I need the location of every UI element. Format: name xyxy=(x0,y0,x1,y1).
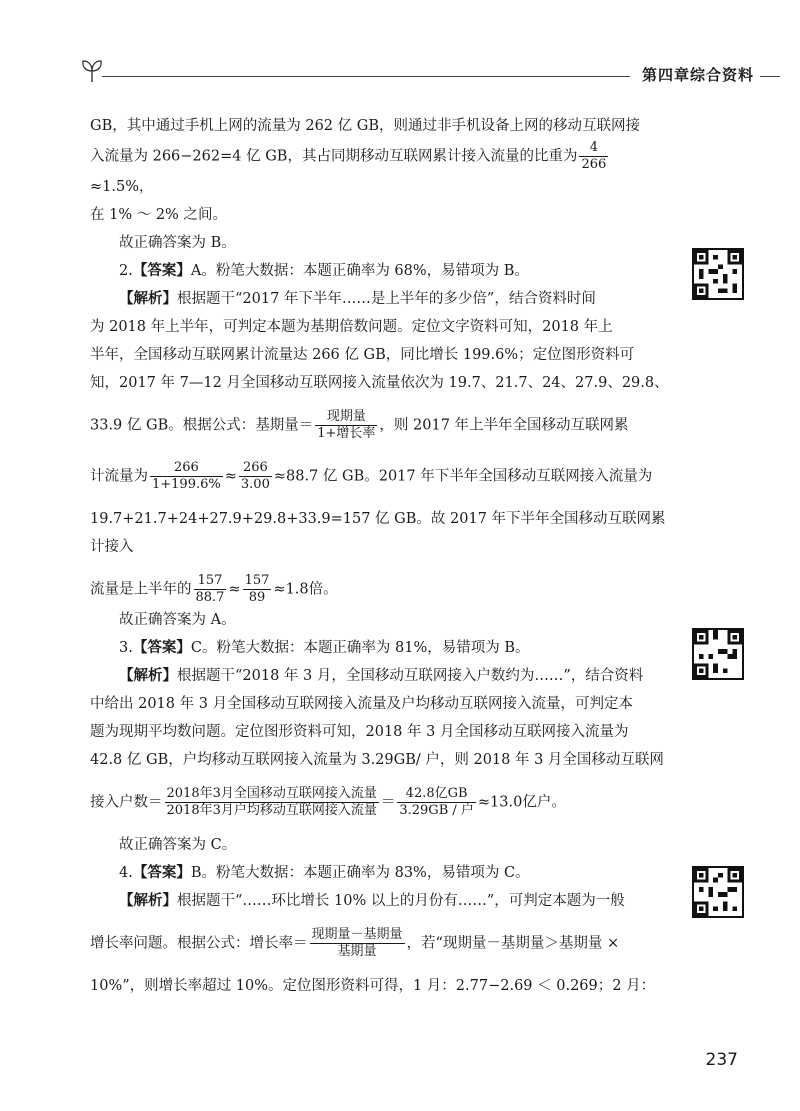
text-line: 计流量为 $\frac{266}{1+199.6\%}$ ≈ $\frac{266}{3.00}$ ≈88.7 亿 GB。2017 年下半年全国移动互联网接入流量为 xyxy=(90,460,653,492)
text-line: 流量是上半年的 $\frac{157}{88.7}$ ≈ $\frac{157}{89}$ ≈1.8倍。 xyxy=(90,573,338,605)
qr-code-icon[interactable] xyxy=(692,248,744,300)
fraction: $\frac{4}{266}$ xyxy=(581,140,607,172)
text-line: 33.9 亿 GB。根据公式：基期量＝ $\frac{\text{现期量}}{\text{1+增长率}}$ ，则 2017 年上半年全国移动互联网累 xyxy=(90,409,629,441)
text-line: 半年，全国移动互联网累计流量达 266 亿 GB，同比增长 199.6%；定位图形资料可 xyxy=(90,347,635,363)
answer-line: 故正确答案为 C。 xyxy=(119,837,237,853)
header-rule xyxy=(102,76,630,77)
section-title: 综合资料 xyxy=(689,66,754,84)
header-rule-tail xyxy=(760,76,780,77)
page-header xyxy=(80,58,780,88)
fraction: $\frac{\text{42.8亿GB}}{\text{3.29GB / 户}}$ xyxy=(399,786,474,818)
text-line: 【解析】根据题干“2018 年 3 月，全国移动互联网接入户数约为……”，结合资料 xyxy=(119,667,644,684)
page-body xyxy=(90,112,670,1000)
text-line: GB，其中通过手机上网的流量为 262 亿 GB，则通过非手机设备上网的移动互联网接 xyxy=(90,118,640,134)
chapter-title: 第四章 xyxy=(641,66,690,84)
fraction: $\frac{157}{88.7}$ xyxy=(195,573,225,605)
fraction: $\frac{266}{3.00}$ xyxy=(240,460,270,492)
fraction: $\frac{157}{89}$ xyxy=(244,573,270,605)
question-answer-4: 4.【答案】B。粉笔大数据：本题正确率为 83%，易错项为 C。 xyxy=(119,864,530,881)
qr-code-icon[interactable] xyxy=(692,628,744,680)
text-line: 42.8 亿 GB，户均移动互联网接入流量为 3.29GB/ 户，则 2018 年 3 月全国移动互联网 xyxy=(90,752,664,768)
answer-line: 故正确答案为 B。 xyxy=(119,235,236,251)
text-line: 接入户数＝ $\frac{\text{2018年3月全国移动互联网接入流量}}{\text{2018年3月户均移动互联网接入流量}}$ ＝ $\frac{\text{42.8亿GB}}{\text{3.29GB / 户}}$ ≈13.0亿户。 xyxy=(90,786,566,818)
text-line: 增长率问题。根据公式：增长率＝ $\frac{\text{现期量－基期量}}{\text{基期量}}$ ，若“现期量－基期量＞基期量 × xyxy=(90,927,620,959)
answer-line: 故正确答案为 A。 xyxy=(119,612,236,628)
question-answer-3: 3.【答案】C。粉笔大数据：本题正确率为 81%，易错项为 B。 xyxy=(119,639,530,656)
text-line: 10%”，则增长率超过 10%。定位图形资料可得，1 月：2.77−2.69 ＜ 0.269；2 月： xyxy=(90,978,656,994)
text-line: 在 1% ～ 2% 之间。 xyxy=(90,207,227,223)
leaf-icon xyxy=(80,58,104,84)
text-line: 【解析】根据题干“2017 年下半年……是上半年的多少倍”，结合资料时间 xyxy=(119,290,596,307)
text-line: 19.7+21.7+24+27.9+29.8+33.9=157 亿 GB。故 2017 年下半年全国移动互联网累计接入 xyxy=(90,511,666,555)
fraction: $\frac{266}{1+199.6\%}$ xyxy=(152,460,221,492)
question-answer-2: 2.【答案】A。粉笔大数据：本题正确率为 68%，易错项为 B。 xyxy=(119,262,529,279)
fraction: $\frac{\text{现期量－基期量}}{\text{基期量}}$ xyxy=(311,927,403,959)
text-line: 题为现期平均数问题。定位图形资料可知，2018 年 3 月全国移动互联网接入流量为 xyxy=(90,724,629,740)
text-line: 为 2018 年上半年，可判定本题为基期倍数问题。定位文字资料可知，2018 年上 xyxy=(90,319,613,335)
fraction: $\frac{\text{现期量}}{\text{1+增长率}}$ xyxy=(317,409,376,441)
text-line: 入流量为 266−262=4 亿 GB，其占同期移动互联网累计接入流量的比重为 $\frac{4}{266}$ ≈1.5%， xyxy=(90,140,607,195)
page-number: 237 xyxy=(705,1050,738,1070)
text-line: 【解析】根据题干“……环比增长 10% 以上的月份有……”，可判定本题为一般 xyxy=(119,892,625,909)
qr-code-icon[interactable] xyxy=(692,866,744,918)
text-line: 知，2017 年 7—12 月全国移动互联网接入流量依次为 19.7、21.7、24、27.9、29.8、 xyxy=(90,375,669,391)
fraction: $\frac{\text{2018年3月全国移动互联网接入流量}}{\text{2018年3月户均移动互联网接入流量}}$ xyxy=(166,786,377,818)
text-line: 中给出 2018 年 3 月全国移动互联网接入流量及户均移动互联网接入流量，可判定本 xyxy=(90,696,634,712)
